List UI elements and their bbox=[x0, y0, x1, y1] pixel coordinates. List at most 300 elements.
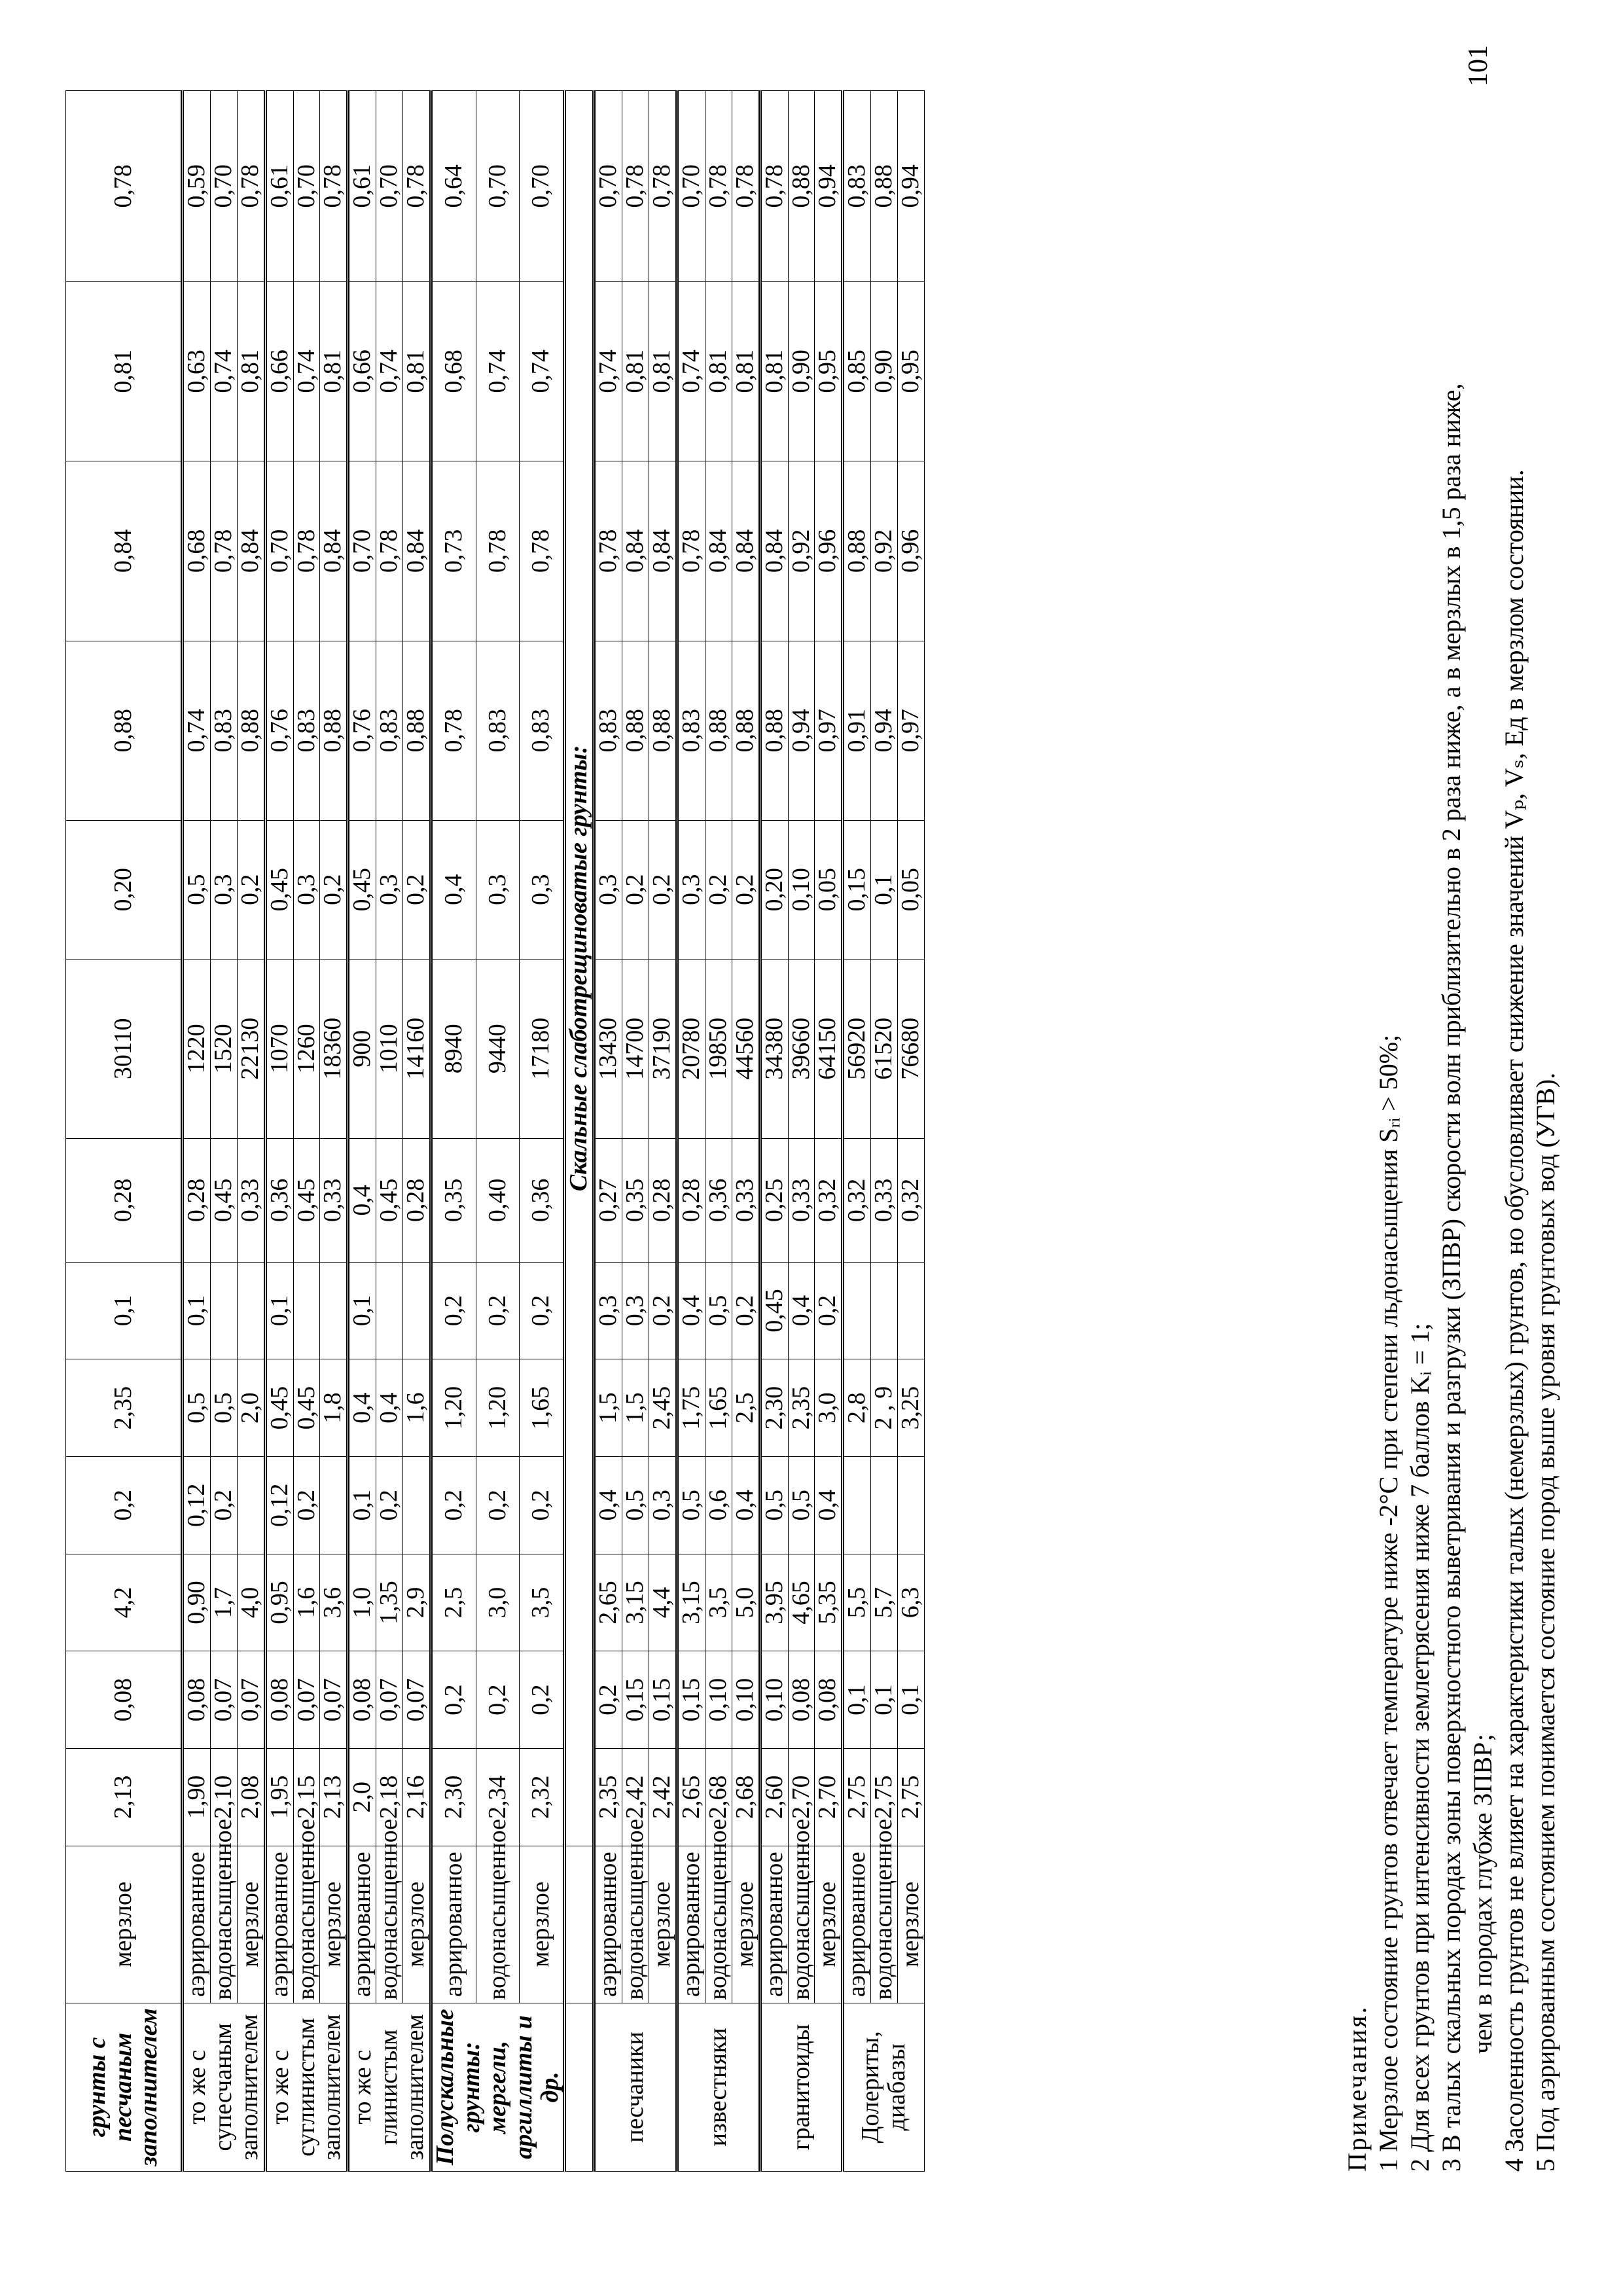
value-cell: 0,74 bbox=[183, 641, 211, 820]
value-cell: 0,83 bbox=[594, 641, 622, 820]
section-title: Скальные слаботрещиноватые грунты: bbox=[565, 91, 594, 1846]
value-cell: 0,07 bbox=[237, 1651, 265, 1749]
value-cell: 0,2 bbox=[520, 1456, 565, 1554]
value-cell: 0,84 bbox=[760, 461, 788, 641]
value-cell: 0,15 bbox=[677, 1651, 705, 1749]
table-row bbox=[183, 91, 211, 2172]
value-cell: 0,70 bbox=[520, 91, 565, 282]
soil-name-cell: известняки bbox=[677, 2003, 760, 2171]
value-cell: 0,2 bbox=[705, 821, 732, 960]
value-cell: 0,1 bbox=[898, 1651, 925, 1749]
value-cell: 0,68 bbox=[183, 461, 211, 641]
value-cell: 900 bbox=[348, 959, 376, 1138]
state-cell: мерзлое bbox=[237, 1846, 265, 2003]
value-cell: 0,83 bbox=[843, 91, 871, 282]
value-cell: 0,95 bbox=[815, 281, 843, 461]
value-cell: 2,60 bbox=[760, 1748, 788, 1846]
value-cell: 0,90 bbox=[788, 281, 815, 461]
value-cell: 0,78 bbox=[66, 91, 183, 282]
table-row bbox=[649, 91, 677, 2172]
value-cell: 0,08 bbox=[348, 1651, 376, 1749]
value-cell: 0,88 bbox=[403, 641, 431, 820]
table-row bbox=[760, 91, 788, 2172]
value-cell: 0,10 bbox=[760, 1651, 788, 1749]
table-row bbox=[815, 91, 843, 2172]
value-cell: 2,35 bbox=[594, 1748, 622, 1846]
value-cell: 0,07 bbox=[210, 1651, 237, 1749]
value-cell: 1,7 bbox=[210, 1554, 237, 1651]
soil-name-cell: то же с суглинистым заполнителем bbox=[265, 2003, 348, 2171]
value-cell: 0,90 bbox=[871, 281, 898, 461]
value-cell: 20780 bbox=[677, 959, 705, 1138]
value-cell: 19850 bbox=[705, 959, 732, 1138]
value-cell: 0,15 bbox=[649, 1651, 677, 1749]
table-row bbox=[403, 91, 431, 2172]
state-cell: мерзлое bbox=[520, 1846, 565, 2003]
value-cell: 9440 bbox=[476, 959, 520, 1138]
value-cell: 0,2 bbox=[594, 1651, 622, 1749]
state-cell: аэрированное bbox=[348, 1846, 376, 2003]
value-cell: 0,88 bbox=[705, 641, 732, 820]
notes bbox=[1342, 90, 1561, 2172]
value-cell: 0,81 bbox=[66, 281, 183, 461]
table-row bbox=[66, 91, 183, 2172]
value-cell: 17180 bbox=[520, 959, 565, 1138]
value-cell: 0,81 bbox=[732, 281, 760, 461]
value-cell: 0,5 bbox=[183, 1359, 211, 1457]
table-row bbox=[265, 91, 293, 2172]
value-cell: 0,10 bbox=[732, 1651, 760, 1749]
value-cell bbox=[320, 1262, 348, 1359]
value-cell: 0,15 bbox=[622, 1651, 649, 1749]
value-cell: 0,15 bbox=[843, 821, 871, 960]
value-cell: 0,74 bbox=[677, 281, 705, 461]
value-cell bbox=[898, 1262, 925, 1359]
value-cell: 0,28 bbox=[403, 1138, 431, 1262]
table-row bbox=[348, 91, 376, 2172]
value-cell: 0,35 bbox=[431, 1138, 476, 1262]
table-row bbox=[520, 91, 565, 2172]
state-cell: аэрированное bbox=[843, 1846, 871, 2003]
note-item: 2 Для всех грунтов при интенсивности землетрясения ниже 7 баллов Kᵢ = 1; bbox=[1405, 1323, 1435, 2172]
value-cell: 2,5 bbox=[732, 1359, 760, 1457]
value-cell: 76680 bbox=[898, 959, 925, 1138]
soil-name-cell: гранитоиды bbox=[760, 2003, 843, 2171]
value-cell: 0,81 bbox=[237, 281, 265, 461]
table-row bbox=[210, 91, 237, 2172]
value-cell: 0,2 bbox=[622, 821, 649, 960]
state-cell: водонасыщенное bbox=[210, 1846, 237, 2003]
value-cell: 0,2 bbox=[476, 1262, 520, 1359]
table-row bbox=[431, 91, 476, 2172]
value-cell: 1,6 bbox=[403, 1359, 431, 1457]
value-cell: 0,05 bbox=[815, 821, 843, 960]
state-cell: мерзлое bbox=[320, 1846, 348, 2003]
value-cell: 0,5 bbox=[788, 1456, 815, 1554]
value-cell: 39660 bbox=[788, 959, 815, 1138]
value-cell: 1,8 bbox=[320, 1359, 348, 1457]
value-cell: 1,5 bbox=[622, 1359, 649, 1457]
value-cell: 0,07 bbox=[376, 1651, 403, 1749]
value-cell: 0,2 bbox=[210, 1456, 237, 1554]
value-cell: 0,76 bbox=[348, 641, 376, 820]
value-cell: 0,1 bbox=[66, 1262, 183, 1359]
value-cell: 4,65 bbox=[788, 1554, 815, 1651]
value-cell: 1260 bbox=[293, 959, 320, 1138]
note-item: 3 В талых скальных породах зоны поверхностного выветривания и разгрузки (ЗПВР) скорости волн приблизительно в 2 раза ниже, а в мерзлых в 1,5 раза ниже, bbox=[1436, 383, 1466, 2172]
value-cell: 3,95 bbox=[760, 1554, 788, 1651]
value-cell: 0,28 bbox=[183, 1138, 211, 1262]
value-cell: 0,45 bbox=[265, 821, 293, 960]
value-cell: 64150 bbox=[815, 959, 843, 1138]
value-cell: 0,1 bbox=[348, 1456, 376, 1554]
value-cell: 0,05 bbox=[898, 821, 925, 960]
soil-name-cell: песчаники bbox=[594, 2003, 677, 2171]
value-cell: 2,42 bbox=[622, 1748, 649, 1846]
value-cell: 0,83 bbox=[376, 641, 403, 820]
value-cell: 1,20 bbox=[476, 1359, 520, 1457]
value-cell: 0,88 bbox=[622, 641, 649, 820]
value-cell: 0,74 bbox=[476, 281, 520, 461]
note-item: чем в породах глубже ЗПВР; bbox=[1468, 1734, 1497, 2054]
value-cell: 2,13 bbox=[320, 1748, 348, 1846]
value-cell: 0,74 bbox=[520, 281, 565, 461]
value-cell: 0,78 bbox=[520, 461, 565, 641]
value-cell: 56920 bbox=[843, 959, 871, 1138]
value-cell: 5,7 bbox=[871, 1554, 898, 1651]
value-cell bbox=[843, 1456, 871, 1554]
value-cell: 0,81 bbox=[649, 281, 677, 461]
value-cell: 0,74 bbox=[376, 281, 403, 461]
value-cell: 0,78 bbox=[376, 461, 403, 641]
value-cell: 2,15 bbox=[293, 1748, 320, 1846]
value-cell: 0,45 bbox=[760, 1262, 788, 1359]
value-cell: 2,30 bbox=[431, 1748, 476, 1846]
value-cell: 0,95 bbox=[265, 1554, 293, 1651]
soil-name-cell: то же с глинистым заполнителем bbox=[348, 2003, 431, 2171]
value-cell: 0,2 bbox=[431, 1262, 476, 1359]
value-cell: 5,5 bbox=[843, 1554, 871, 1651]
value-cell: 2,68 bbox=[732, 1748, 760, 1846]
value-cell: 0,33 bbox=[320, 1138, 348, 1262]
value-cell: 0,1 bbox=[871, 821, 898, 960]
state-cell: мерзлое bbox=[66, 1846, 183, 2003]
value-cell: 1220 bbox=[183, 959, 211, 1138]
value-cell: 2,42 bbox=[649, 1748, 677, 1846]
value-cell: 2,70 bbox=[788, 1748, 815, 1846]
value-cell: 0,2 bbox=[520, 1262, 565, 1359]
value-cell: 0,78 bbox=[760, 91, 788, 282]
state-cell: мерзлое bbox=[403, 1846, 431, 2003]
value-cell: 22130 bbox=[237, 959, 265, 1138]
value-cell: 0,35 bbox=[622, 1138, 649, 1262]
state-cell: водонасыщенное bbox=[788, 1846, 815, 2003]
value-cell: 0,97 bbox=[898, 641, 925, 820]
value-cell: 0,81 bbox=[705, 281, 732, 461]
value-cell: 0,66 bbox=[348, 281, 376, 461]
state-cell: аэрированное bbox=[677, 1846, 705, 2003]
value-cell: 0,70 bbox=[293, 91, 320, 282]
value-cell: 0,78 bbox=[431, 641, 476, 820]
value-cell: 0,08 bbox=[815, 1651, 843, 1749]
value-cell: 0,78 bbox=[649, 91, 677, 282]
value-cell: 2 , 9 bbox=[871, 1359, 898, 1457]
value-cell: 0,20 bbox=[760, 821, 788, 960]
value-cell: 1070 bbox=[265, 959, 293, 1138]
value-cell: 2,18 bbox=[376, 1748, 403, 1846]
value-cell: 3,5 bbox=[520, 1554, 565, 1651]
value-cell: 0,96 bbox=[815, 461, 843, 641]
value-cell bbox=[871, 1262, 898, 1359]
value-cell: 0,81 bbox=[320, 281, 348, 461]
value-cell: 0,74 bbox=[210, 281, 237, 461]
value-cell: 0,78 bbox=[732, 91, 760, 282]
state-cell: водонасыщенное bbox=[705, 1846, 732, 2003]
value-cell: 0,83 bbox=[293, 641, 320, 820]
value-cell: 2,8 bbox=[843, 1359, 871, 1457]
value-cell: 2,32 bbox=[520, 1748, 565, 1846]
value-cell: 5,35 bbox=[815, 1554, 843, 1651]
value-cell bbox=[320, 1456, 348, 1554]
section-spacer-cell bbox=[565, 2003, 594, 2171]
value-cell: 0,61 bbox=[348, 91, 376, 282]
table-row bbox=[677, 91, 705, 2172]
value-cell: 0,45 bbox=[293, 1138, 320, 1262]
value-cell: 0,84 bbox=[649, 461, 677, 641]
value-cell: 0,3 bbox=[376, 821, 403, 960]
value-cell: 0,84 bbox=[705, 461, 732, 641]
value-cell: 3,25 bbox=[898, 1359, 925, 1457]
state-cell: мерзлое bbox=[815, 1846, 843, 2003]
state-cell: аэрированное bbox=[265, 1846, 293, 2003]
table-row bbox=[898, 91, 925, 2172]
value-cell: 0,78 bbox=[320, 91, 348, 282]
note-item: 1 Мерзлое состояние грунтов отвечает температуре ниже -2°С при степени льдонасыщения Sᵣᵢ > 50%; bbox=[1374, 1034, 1403, 2172]
value-cell: 0,68 bbox=[431, 281, 476, 461]
value-cell: 0,94 bbox=[815, 91, 843, 282]
value-cell: 0,3 bbox=[677, 821, 705, 960]
value-cell: 0,94 bbox=[871, 641, 898, 820]
state-cell: аэрированное bbox=[183, 1846, 211, 2003]
table-body bbox=[66, 91, 925, 2172]
value-cell: 0,3 bbox=[520, 821, 565, 960]
value-cell: 4,4 bbox=[649, 1554, 677, 1651]
value-cell: 1,65 bbox=[520, 1359, 565, 1457]
value-cell: 0,83 bbox=[476, 641, 520, 820]
value-cell: 0,45 bbox=[293, 1359, 320, 1457]
value-cell: 0,2 bbox=[815, 1262, 843, 1359]
value-cell: 0,33 bbox=[788, 1138, 815, 1262]
value-cell: 0,74 bbox=[293, 281, 320, 461]
value-cell: 0,94 bbox=[788, 641, 815, 820]
value-cell: 0,27 bbox=[594, 1138, 622, 1262]
value-cell: 0,64 bbox=[431, 91, 476, 282]
value-cell: 2,75 bbox=[843, 1748, 871, 1846]
value-cell: 0,66 bbox=[265, 281, 293, 461]
value-cell: 0,45 bbox=[265, 1359, 293, 1457]
value-cell: 5,0 bbox=[732, 1554, 760, 1651]
state-cell: аэрированное bbox=[594, 1846, 622, 2003]
table-row bbox=[476, 91, 520, 2172]
value-cell: 2,68 bbox=[705, 1748, 732, 1846]
value-cell: 1,95 bbox=[265, 1748, 293, 1846]
value-cell: 13430 bbox=[594, 959, 622, 1138]
table-row bbox=[622, 91, 649, 2172]
value-cell: 0,88 bbox=[871, 91, 898, 282]
soil-properties-table bbox=[65, 90, 925, 2172]
value-cell: 0,85 bbox=[843, 281, 871, 461]
value-cell: 1,0 bbox=[348, 1554, 376, 1651]
value-cell: 3,5 bbox=[705, 1554, 732, 1651]
value-cell: 0,2 bbox=[403, 821, 431, 960]
value-cell: 0,81 bbox=[760, 281, 788, 461]
value-cell: 0,3 bbox=[594, 821, 622, 960]
state-cell: водонасыщенное bbox=[293, 1846, 320, 2003]
value-cell: 0,12 bbox=[265, 1456, 293, 1554]
value-cell: 0,70 bbox=[594, 91, 622, 282]
value-cell: 0,70 bbox=[376, 91, 403, 282]
value-cell: 0,5 bbox=[183, 821, 211, 960]
value-cell: 0,70 bbox=[677, 91, 705, 282]
value-cell: 2,0 bbox=[237, 1359, 265, 1457]
value-cell: 2,30 bbox=[760, 1359, 788, 1457]
value-cell: 2,65 bbox=[677, 1748, 705, 1846]
value-cell bbox=[237, 1456, 265, 1554]
soil-name-cell: Полускальные грунты: мергели, аргиллиты и др. bbox=[431, 2003, 565, 2171]
value-cell: 0,33 bbox=[871, 1138, 898, 1262]
value-cell: 14700 bbox=[622, 959, 649, 1138]
table-row bbox=[843, 91, 871, 2172]
value-cell: 2,75 bbox=[898, 1748, 925, 1846]
value-cell: 0,84 bbox=[732, 461, 760, 641]
value-cell: 0,88 bbox=[843, 461, 871, 641]
value-cell bbox=[210, 1262, 237, 1359]
value-cell: 0,07 bbox=[293, 1651, 320, 1749]
table-row bbox=[293, 91, 320, 2172]
value-cell: 0,3 bbox=[649, 1456, 677, 1554]
table-row bbox=[871, 91, 898, 2172]
value-cell: 0,83 bbox=[677, 641, 705, 820]
value-cell: 0,73 bbox=[431, 461, 476, 641]
value-cell: 0,10 bbox=[705, 1651, 732, 1749]
value-cell: 0,78 bbox=[677, 461, 705, 641]
value-cell: 0,2 bbox=[431, 1456, 476, 1554]
value-cell: 0,4 bbox=[348, 1138, 376, 1262]
value-cell: 0,2 bbox=[476, 1456, 520, 1554]
value-cell: 2,08 bbox=[237, 1748, 265, 1846]
state-cell: водонасыщенное bbox=[376, 1846, 403, 2003]
value-cell: 34380 bbox=[760, 959, 788, 1138]
value-cell: 0,78 bbox=[476, 461, 520, 641]
value-cell: 0,1 bbox=[843, 1651, 871, 1749]
value-cell: 3,6 bbox=[320, 1554, 348, 1651]
value-cell: 44560 bbox=[732, 959, 760, 1138]
value-cell: 0,5 bbox=[622, 1456, 649, 1554]
value-cell: 0,70 bbox=[348, 461, 376, 641]
value-cell: 0,78 bbox=[210, 461, 237, 641]
value-cell: 0,4 bbox=[431, 821, 476, 960]
value-cell: 0,2 bbox=[732, 1262, 760, 1359]
value-cell: 4,0 bbox=[237, 1554, 265, 1651]
value-cell: 1,65 bbox=[705, 1359, 732, 1457]
value-cell: 0,96 bbox=[898, 461, 925, 641]
value-cell: 3,0 bbox=[476, 1554, 520, 1651]
value-cell: 0,3 bbox=[293, 821, 320, 960]
table-row bbox=[594, 91, 622, 2172]
value-cell: 0,88 bbox=[649, 641, 677, 820]
value-cell: 0,83 bbox=[520, 641, 565, 820]
value-cell: 0,2 bbox=[649, 1262, 677, 1359]
value-cell bbox=[403, 1262, 431, 1359]
state-cell: водонасыщенное bbox=[622, 1846, 649, 2003]
value-cell: 0,3 bbox=[622, 1262, 649, 1359]
value-cell: 0,70 bbox=[210, 91, 237, 282]
value-cell: 0,12 bbox=[183, 1456, 211, 1554]
value-cell: 0,2 bbox=[293, 1456, 320, 1554]
value-cell: 0,4 bbox=[788, 1262, 815, 1359]
state-cell: аэрированное bbox=[760, 1846, 788, 2003]
value-cell: 2,65 bbox=[594, 1554, 622, 1651]
value-cell: 0,4 bbox=[677, 1262, 705, 1359]
value-cell: 0,88 bbox=[788, 91, 815, 282]
value-cell: 0,32 bbox=[898, 1138, 925, 1262]
state-cell: мерзлое bbox=[898, 1846, 925, 2003]
value-cell: 0,1 bbox=[871, 1651, 898, 1749]
table-row bbox=[788, 91, 815, 2172]
page-number: 101 bbox=[1463, 45, 1493, 86]
value-cell: 0,84 bbox=[66, 461, 183, 641]
value-cell: 0,1 bbox=[265, 1262, 293, 1359]
value-cell: 37190 bbox=[649, 959, 677, 1138]
soil-name-cell: Долериты, диабазы bbox=[843, 2003, 925, 2171]
value-cell: 0,20 bbox=[66, 821, 183, 960]
value-cell: 0,36 bbox=[705, 1138, 732, 1262]
value-cell: 0,07 bbox=[403, 1651, 431, 1749]
value-cell: 0,81 bbox=[622, 281, 649, 461]
value-cell: 0,4 bbox=[594, 1456, 622, 1554]
value-cell: 0,28 bbox=[66, 1138, 183, 1262]
value-cell: 0,28 bbox=[677, 1138, 705, 1262]
value-cell: 0,36 bbox=[265, 1138, 293, 1262]
value-cell: 0,88 bbox=[320, 641, 348, 820]
value-cell: 0,08 bbox=[183, 1651, 211, 1749]
value-cell: 0,40 bbox=[476, 1138, 520, 1262]
value-cell: 0,78 bbox=[293, 461, 320, 641]
value-cell: 0,2 bbox=[732, 821, 760, 960]
value-cell: 0,32 bbox=[843, 1138, 871, 1262]
value-cell: 0,08 bbox=[265, 1651, 293, 1749]
value-cell: 0,28 bbox=[649, 1138, 677, 1262]
value-cell: 0,45 bbox=[376, 1138, 403, 1262]
value-cell: 2,16 bbox=[403, 1748, 431, 1846]
value-cell: 2,34 bbox=[476, 1748, 520, 1846]
value-cell: 2,45 bbox=[649, 1359, 677, 1457]
value-cell: 0,45 bbox=[348, 821, 376, 960]
value-cell: 0,59 bbox=[183, 91, 211, 282]
value-cell: 0,92 bbox=[871, 461, 898, 641]
value-cell: 1,20 bbox=[431, 1359, 476, 1457]
value-cell bbox=[843, 1262, 871, 1359]
section-spacer-cell bbox=[565, 1846, 594, 2003]
value-cell: 1,35 bbox=[376, 1554, 403, 1651]
value-cell: 0,33 bbox=[237, 1138, 265, 1262]
value-cell: 0,4 bbox=[815, 1456, 843, 1554]
state-cell: аэрированное bbox=[431, 1846, 476, 2003]
value-cell: 8940 bbox=[431, 959, 476, 1138]
value-cell: 0,84 bbox=[320, 461, 348, 641]
value-cell: 14160 bbox=[403, 959, 431, 1138]
value-cell: 1520 bbox=[210, 959, 237, 1138]
